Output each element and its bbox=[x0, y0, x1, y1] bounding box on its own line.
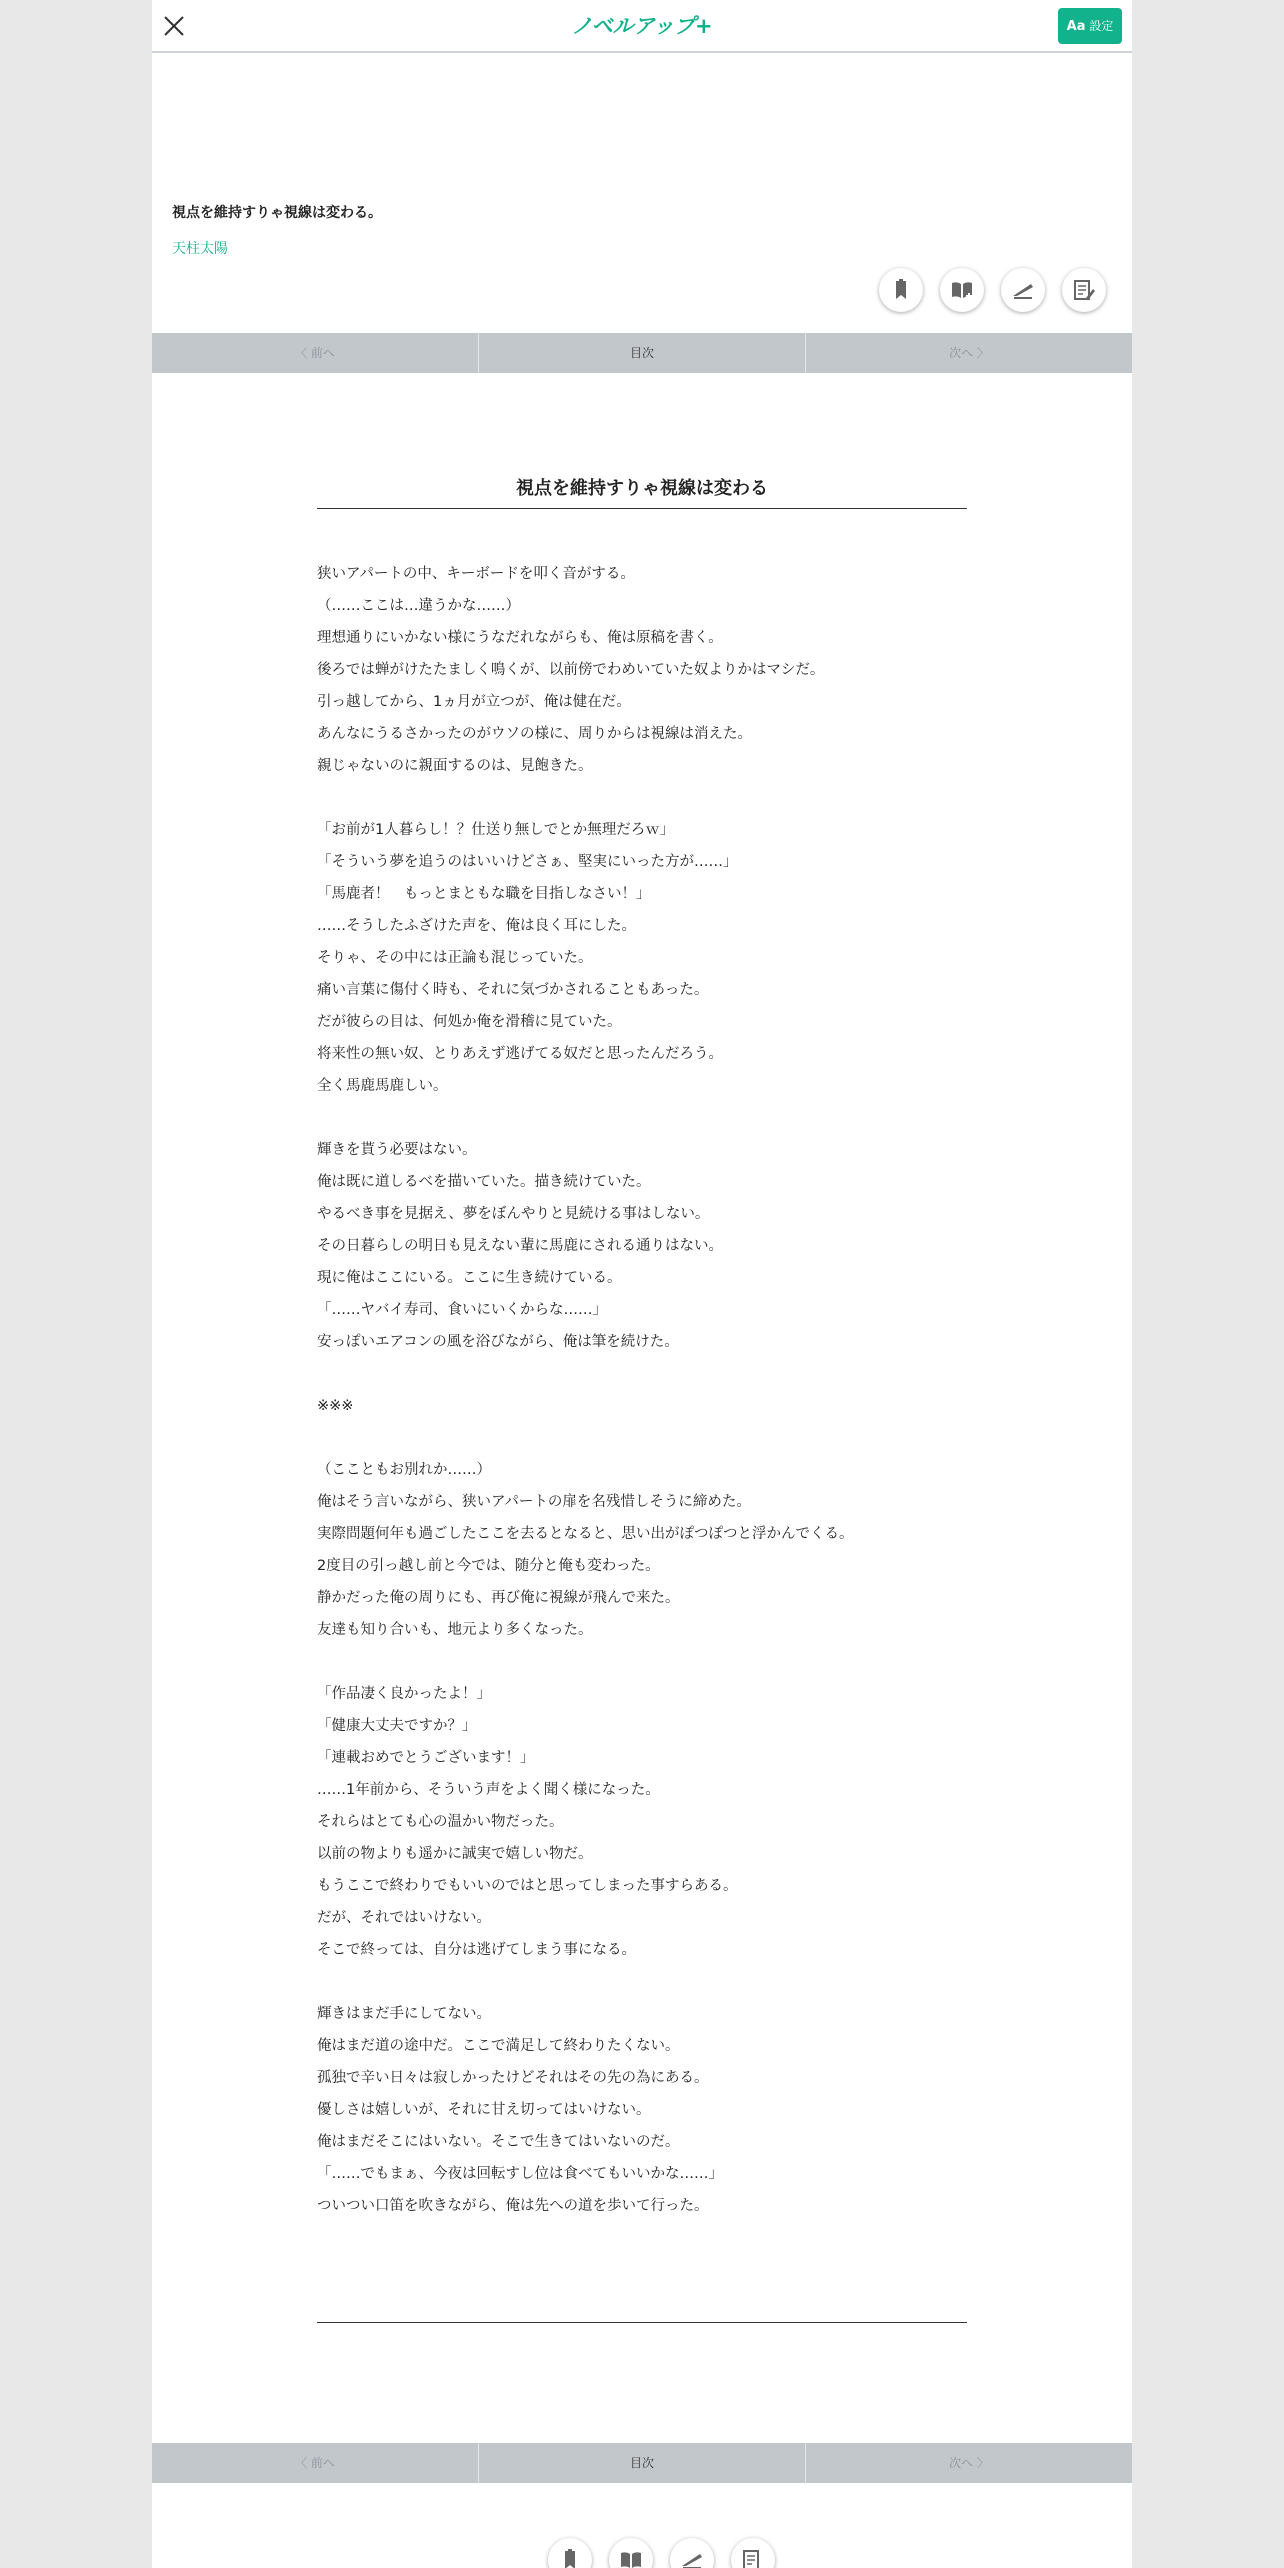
action-buttons-bottom bbox=[536, 2538, 775, 2568]
body-line: 「そういう夢を追うのはいいけどさぁ、堅実にいった方が……」 bbox=[317, 854, 738, 870]
reader-page bbox=[152, 0, 1132, 2568]
body-line: だが、それではいけない。 bbox=[317, 1910, 491, 1926]
bookshelf-add-button[interactable] bbox=[940, 268, 984, 312]
bookmark-button[interactable] bbox=[879, 268, 923, 312]
cheer-button[interactable] bbox=[1001, 268, 1045, 312]
episode-body bbox=[317, 558, 967, 2222]
body-line: 「健康大丈夫ですか？」 bbox=[317, 1718, 477, 1734]
cheer-icon bbox=[680, 2548, 704, 2568]
body-line: 「……ヤバイ寿司、食いにいくからな……」 bbox=[317, 1302, 607, 1318]
body-line: 実際問題何年も過ごしたここを去るとなると、思い出がぽつぽつと浮かんでくる。 bbox=[317, 1526, 854, 1542]
bookshelf-add-icon bbox=[619, 2548, 643, 2568]
body-line: 友達も知り合いも、地元より多くなった。 bbox=[317, 1622, 593, 1638]
bookmark-icon bbox=[889, 278, 913, 302]
body-line: やるべき事を見据え、夢をぼんやりと見続ける事はしない。 bbox=[317, 1206, 710, 1222]
toc-link[interactable]: 目次 bbox=[479, 2443, 806, 2483]
body-line: もうここで終わりでもいいのではと思ってしまった事すらある。 bbox=[317, 1878, 738, 1894]
episode-nav-top bbox=[152, 333, 1132, 373]
bookmark-button[interactable] bbox=[548, 2538, 592, 2568]
body-line: 「連載おめでとうございます！」 bbox=[317, 1750, 535, 1766]
review-button[interactable] bbox=[1062, 268, 1106, 312]
action-buttons-top bbox=[867, 268, 1106, 312]
body-line: 俺はそう言いながら、狭いアパートの扉を名残惜しそうに締めた。 bbox=[317, 1494, 751, 1510]
body-line: 引っ越してから、1ヵ月が立つが、俺は健在だ。 bbox=[317, 694, 631, 710]
body-line: 安っぽいエアコンの風を浴びながら、俺は筆を続けた。 bbox=[317, 1334, 679, 1350]
review-icon bbox=[1072, 278, 1096, 302]
bookshelf-add-button[interactable] bbox=[609, 2538, 653, 2568]
bookshelf-add-icon bbox=[950, 278, 974, 302]
body-line: （ここともお別れか……） bbox=[317, 1462, 491, 1478]
body-line: 「馬鹿者！ もっとまともな職を目指しなさい！」 bbox=[317, 886, 651, 902]
prev-episode-link[interactable]: 〈 前へ bbox=[152, 2443, 479, 2483]
body-line: ※※※ bbox=[317, 1398, 354, 1414]
body-line: あんなにうるさかったのがウソの様に、周りからは視線は消えた。 bbox=[317, 726, 752, 742]
author-link[interactable]: 天柱太陽 bbox=[172, 241, 228, 257]
title-divider bbox=[317, 508, 967, 509]
blank-line bbox=[317, 1422, 967, 1454]
body-line: 俺はまだそこにはいない。そこで生きてはいないのだ。 bbox=[317, 2134, 680, 2150]
settings-label: 設定 bbox=[1089, 19, 1114, 33]
body-line: 全く馬鹿馬鹿しい。 bbox=[317, 1078, 448, 1094]
blank-line bbox=[317, 782, 967, 814]
body-line: 後ろでは蝉がけたたましく鳴くが、以前傍でわめいていた奴よりかはマシだ。 bbox=[317, 662, 825, 678]
blank-line bbox=[317, 1646, 967, 1678]
text-size-icon: Aa bbox=[1066, 19, 1086, 34]
site-logo[interactable]: ノベルアップ+ bbox=[571, 14, 713, 38]
end-divider bbox=[317, 2322, 967, 2323]
header-bar bbox=[152, 0, 1132, 53]
toc-link[interactable]: 目次 bbox=[479, 333, 806, 373]
body-line: （……ここは…違うかな……） bbox=[317, 598, 520, 614]
body-line: そりゃ、その中には正論も混じっていた。 bbox=[317, 950, 593, 966]
prev-episode-link[interactable]: 〈 前へ bbox=[152, 333, 479, 373]
body-line: 「……でもまぁ、今夜は回転すし位は食べてもいいかな……」 bbox=[317, 2166, 723, 2182]
body-line: 「お前が1人暮らし！？仕送り無しでとか無理だろｗ」 bbox=[317, 822, 675, 838]
body-line: 狭いアパートの中、キーボードを叩く音がする。 bbox=[317, 566, 635, 582]
body-line: 孤独で辛い日々は寂しかったけどそれはその先の為にある。 bbox=[317, 2070, 709, 2086]
blank-line bbox=[317, 1358, 967, 1390]
next-episode-link[interactable]: 次へ 〉 bbox=[949, 2456, 989, 2470]
body-line: 俺は既に道しるべを描いていた。描き続けていた。 bbox=[317, 1174, 651, 1190]
blank-line bbox=[317, 1966, 967, 1998]
body-line: 親じゃないのに親面するのは、見飽きた。 bbox=[317, 758, 593, 774]
work-title[interactable]: 視点を維持すりゃ視線は変わる。 bbox=[172, 205, 382, 221]
cheer-button[interactable] bbox=[670, 2538, 714, 2568]
episode-nav-bottom bbox=[152, 2443, 1132, 2483]
body-line: 静かだった俺の周りにも、再び俺に視線が飛んで来た。 bbox=[317, 1590, 680, 1606]
bookmark-icon bbox=[558, 2548, 582, 2568]
body-line: 優しさは嬉しいが、それに甘え切ってはいけない。 bbox=[317, 2102, 651, 2118]
review-button[interactable] bbox=[731, 2538, 775, 2568]
body-line: ……そうしたふざけた声を、俺は良く耳にした。 bbox=[317, 918, 636, 934]
body-line: 輝きを貰う必要はない。 bbox=[317, 1142, 477, 1158]
episode-title: 視点を維持すりゃ視線は変わる bbox=[516, 478, 768, 499]
body-line: 「作品凄く良かったよ！」 bbox=[317, 1686, 491, 1702]
next-episode-link[interactable]: 次へ 〉 bbox=[949, 346, 989, 360]
body-line: 現に俺はここにいる。ここに生き続けている。 bbox=[317, 1270, 622, 1286]
cheer-icon bbox=[1011, 278, 1035, 302]
body-line: 理想通りにいかない様にうなだれながらも、俺は原稿を書く。 bbox=[317, 630, 723, 646]
body-line: だが彼らの目は、何処か俺を滑稽に見ていた。 bbox=[317, 1014, 622, 1030]
display-settings-button[interactable] bbox=[1058, 8, 1122, 44]
body-line: 俺はまだ道の途中だ。ここで満足して終わりたくない。 bbox=[317, 2038, 680, 2054]
body-line: それらはとても心の温かい物だった。 bbox=[317, 1814, 564, 1830]
body-line: 輝きはまだ手にしてない。 bbox=[317, 2006, 491, 2022]
body-line: ついつい口笛を吹きながら、俺は先への道を歩いて行った。 bbox=[317, 2198, 709, 2214]
body-line: 将来性の無い奴、とりあえず逃げてる奴だと思ったんだろう。 bbox=[317, 1046, 723, 1062]
body-line: 以前の物よりも遥かに誠実で嬉しい物だ。 bbox=[317, 1846, 593, 1862]
review-icon bbox=[741, 2548, 765, 2568]
body-line: その日暮らしの明日も見えない輩に馬鹿にされる通りはない。 bbox=[317, 1238, 723, 1254]
blank-line bbox=[317, 1102, 967, 1134]
body-line: ……1年前から、そういう声をよく聞く様になった。 bbox=[317, 1782, 660, 1798]
body-line: そこで終っては、自分は逃げてしまう事になる。 bbox=[317, 1942, 636, 1958]
body-line: 2度目の引っ越し前と今では、随分と俺も変わった。 bbox=[317, 1558, 660, 1574]
body-line: 痛い言葉に傷付く時も、それに気づかされることもあった。 bbox=[317, 982, 709, 998]
